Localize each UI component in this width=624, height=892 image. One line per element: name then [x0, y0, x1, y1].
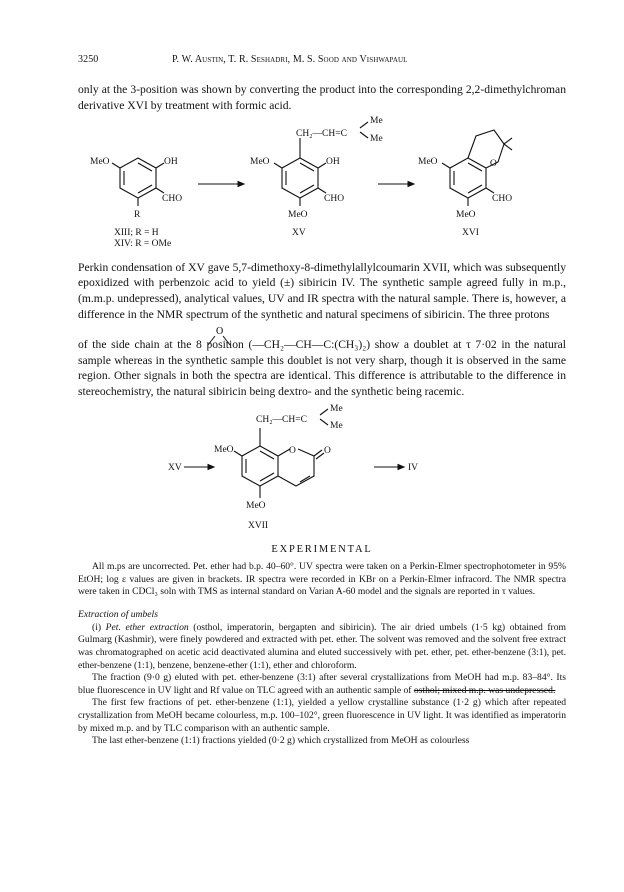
compound-xv-oh: OH — [326, 156, 340, 167]
compound-xvii-me-top: Me — [330, 403, 343, 414]
scheme2-drawing — [78, 404, 566, 534]
paragraph-perkin-b: of the side chain at the 8 position (—CH₂—CH—C:(CH₃)₂) show a doublet at τ 7·02 in the natural sample whereas in the synthetic sample this doublet is not very sharp, though it is observed in the same region. Other signals in both the spectra are identical. This difference is attributable to the difference in stereochemistry, the natural sibiricin being dextro- and the synthetic being racemic. — [78, 337, 566, 399]
compound-xvii-prenyl: CH₂—CH=C — [256, 414, 307, 425]
compound-xvi-meo-lower: MeO — [456, 209, 476, 220]
scheme1-drawing — [78, 114, 566, 249]
epoxide-oxygen: O — [216, 325, 224, 337]
author-line: P. W. Austin, T. R. Seshadri, M. S. Sood and Vishwapaul — [172, 54, 408, 65]
reaction-arrow-2 — [378, 181, 414, 186]
reaction-arrow-3 — [184, 464, 214, 469]
para-i-text: (osthol, imperatorin, bergapten and sibiricin). The air dried umbels (1·5 kg) obtained from Gulmarg (Kashmir), were finely powdered and extracted with pet. ether. The solvent was removed and the solvent free extract was chromatographed on acetic acid deactivated alumina and eluted successively with pet. ether, pet. ether-benzene (3:1), pet. ether-benzene (1:1), benzene, benzene-ether (1:1), ether and chloroform. — [78, 621, 566, 671]
compound-xvii-meo-lower: MeO — [246, 500, 266, 511]
reaction-scheme-2 — [78, 404, 566, 534]
paragraph-fraction — [78, 672, 566, 697]
running-header — [78, 54, 566, 70]
label-xiii: XIII; R = H — [114, 227, 159, 238]
para-i-label: (i) — [92, 621, 102, 633]
scheme2-left-label: XV — [168, 462, 182, 473]
compound-xiii-oh: OH — [164, 156, 178, 167]
compound-xvii-ring-o: O — [289, 445, 296, 456]
compound-xiii-cho: CHO — [162, 193, 183, 204]
compound-xvi-meo: MeO — [418, 156, 438, 167]
para-fraction-text: The fraction (9·0 g) eluted with pet. ether-benzene (3:1) after several crystallizations from MeOH had m.p. 83–84°. Its blue fluorescence in UV light and Rf value on TLC agreed with an authentic sample of — [78, 672, 566, 696]
label-xv: XV — [292, 227, 306, 238]
paragraph-perkin-a: Perkin condensation of XV gave 5,7-dimethoxy-8-dimethylallylcoumarin XVII, which was subsequently epoxidized with perbenzoic acid to yield (±) sibiricin IV. The synthetic sample agreed fully in m.p., (m.m.p. undepressed), analytical values, UV and IR spectra with the natural sample. There is, however, a difference in the NMR spectrum of the synthetic and natural specimens of sibiricin. The three protons — [78, 260, 566, 321]
compound-xvii-meo-upper: MeO — [214, 444, 234, 455]
para-fraction-end: osthol; mixed m.p. was undepressed. — [413, 684, 556, 696]
compound-xvii-carbonyl-o: O — [324, 445, 331, 456]
page — [78, 54, 566, 748]
experimental-heading: EXPERIMENTAL — [271, 543, 373, 555]
page-number: 3250 — [78, 54, 99, 65]
paragraph-first-fractions: The first few fractions of pet. ether-benzene (1:1), yielded a yellow crystalline substance (1·2 g) which after repeated crystallization from MeOH became colourless, m.p. 100–102°, green fluorescence in UV light. It was identified as imperatorin by mixed m.p. and by TLC comparison with an authentic sample. — [78, 697, 566, 734]
compound-xiii-structure — [112, 158, 164, 206]
paragraph-pet-ether-extraction — [78, 622, 566, 672]
compound-xv-me-bottom: Me — [370, 133, 383, 144]
label-xiv: XIV: R = OMe — [114, 238, 172, 249]
label-xvi: XVI — [462, 227, 479, 238]
compound-xiii-meo: MeO — [90, 156, 110, 167]
reaction-arrow-4 — [374, 464, 404, 469]
reaction-arrow-1 — [198, 181, 244, 186]
compound-xv-prenyl: CH₂—CH=C — [296, 128, 347, 139]
paragraph-last-fractions: The last ether-benzene (1:1) fractions yielded (0·2 g) which crystallized from MeOH as colourless — [92, 735, 470, 747]
compound-xv-meo-lower: MeO — [288, 209, 308, 220]
experimental-general: All m.ps are uncorrected. Pet. ether had b.p. 40–60°. UV spectra were taken on a Perkin-Elmer spectrophotometer in 95% EtOH; log ε values are given in brackets. IR spectra were recorded in KBr on a Perkin-Elmer infracord. The NMR spectra were taken in CDCl₃ soln with TMS as internal standard on Varian A-60 model and the signals are reported in τ values. — [78, 560, 566, 598]
compound-xv-cho: CHO — [324, 193, 345, 204]
compound-xvi-cho: CHO — [492, 193, 513, 204]
compound-xv-me-top: Me — [370, 115, 383, 126]
compound-xvi-ring-o: O — [490, 158, 497, 169]
intro-paragraph: only at the 3-position was shown by converting the product into the corresponding 2,2-dimethylchroman derivative XVI by treatment with formic acid. — [78, 83, 566, 112]
compound-xiii-r: R — [134, 209, 141, 220]
para-i-italic: Pet. ether extraction — [105, 621, 189, 633]
scheme2-right-label: IV — [408, 462, 419, 473]
epoxide-ring-figure — [78, 323, 566, 337]
compound-xv-meo: MeO — [250, 156, 270, 167]
compound-xvii-me-bottom: Me — [330, 420, 343, 431]
reaction-scheme-1 — [78, 114, 566, 249]
label-xvii: XVII — [248, 520, 269, 531]
extraction-subheading: Extraction of umbels — [78, 608, 158, 620]
